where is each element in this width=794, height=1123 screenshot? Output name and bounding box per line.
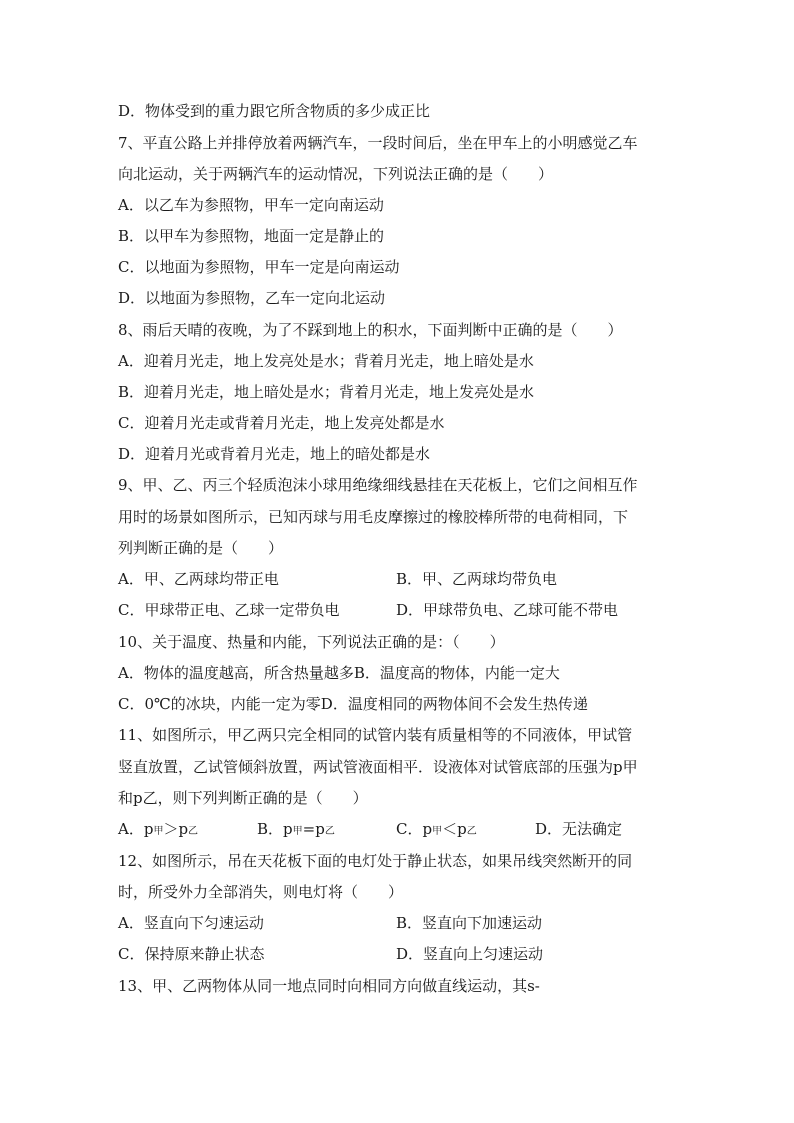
q7-option-a: A．以乙车为参照物，甲车一定向南运动 [118, 196, 384, 214]
q10-options-row-1: A．物体的温度越高，所含热量越多B．温度高的物体，内能一定大 [118, 664, 560, 682]
q11-option-d: D．无法确定 [535, 820, 623, 838]
q8-option-d: D．迎着月光或背着月光走，地上的暗处都是水 [118, 445, 431, 463]
q11-stem-line-2: 竖直放置，乙试管倾斜放置，两试管液面相平．设液体对试管底部的压强为p甲 [118, 758, 638, 776]
q9-option-d: D．甲球带负电、乙球可能不带电 [396, 601, 619, 619]
q12-stem-line-2: 时，所受外力全部消失，则电灯将（ ） [118, 883, 404, 901]
q7-stem-line-2: 向北运动，关于两辆汽车的运动情况，下列说法正确的是（ ） [118, 165, 554, 183]
q7-stem-line-1: 7、平直公路上并排停放着两辆汽车，一段时间后，坐在甲车上的小明感觉乙车 [118, 134, 638, 152]
q10-stem: 10、关于温度、热量和内能，下列说法正确的是：（ ） [118, 633, 505, 651]
q9-option-c: C．甲球带正电、乙球一定带负电 [118, 601, 340, 619]
q12-option-b: B．竖直向下加速运动 [396, 914, 543, 932]
q8-option-b: B．迎着月光走，地上暗处是水；背着月光走，地上发亮处是水 [118, 383, 535, 401]
q9-stem-line-3: 列判断正确的是（ ） [118, 539, 284, 557]
q11-option-c: C．p甲＜p乙 [396, 820, 477, 838]
q9-option-b: B．甲、乙两球均带负电 [396, 570, 558, 588]
q13-stem-line-1: 13、甲、乙两物体从同一地点同时向相同方向做直线运动，其s- [118, 977, 540, 995]
q11-options-row [118, 819, 698, 842]
q12-stem-line-1: 12、如图所示，吊在天花板下面的电灯处于静止状态，如果吊线突然断开的同 [118, 852, 633, 870]
q11-option-b: B．p甲=p乙 [257, 820, 335, 838]
q12-option-d: D．竖直向上匀速运动 [396, 945, 544, 963]
q9-options-row-1 [118, 569, 698, 589]
q12-options-row-2 [118, 944, 698, 964]
q9-option-a: A．甲、乙两球均带正电 [118, 570, 279, 588]
q7-option-d: D．以地面为参照物，乙车一定向北运动 [118, 289, 386, 307]
q10-options-row-2: C．0℃的冰块，内能一定为零D．温度相同的两物体间不会发生热传递 [118, 695, 588, 713]
q8-option-c: C．迎着月光走或背着月光走，地上发亮处都是水 [118, 414, 445, 432]
q11-stem-line-3: 和p乙，则下列判断正确的是（ ） [118, 789, 368, 807]
q7-option-c: C．以地面为参照物，甲车一定是向南运动 [118, 258, 400, 276]
q9-stem-line-1: 9、甲、乙、丙三个轻质泡沫小球用绝缘细线悬挂在天花板上，它们之间相互作 [118, 476, 638, 494]
q6-option-d: D．物体受到的重力跟它所含物质的多少成正比 [118, 102, 431, 120]
q9-options-row-2 [118, 600, 698, 620]
q7-option-b: B．以甲车为参照物，地面一定是静止的 [118, 227, 385, 245]
q8-stem: 8、雨后天晴的夜晚，为了不踩到地上的积水，下面判断中正确的是（ ） [118, 321, 623, 339]
q9-stem-line-2: 用时的场景如图所示，已知丙球与用毛皮摩擦过的橡胶棒所带的电荷相同，下 [118, 508, 629, 526]
q12-option-c: C．保持原来静止状态 [118, 945, 265, 963]
q11-stem-line-1: 11、如图所示，甲乙两只完全相同的试管内装有质量相等的不同液体，甲试管 [118, 726, 633, 744]
q12-options-row-1 [118, 913, 698, 933]
q8-option-a: A．迎着月光走，地上发亮处是水；背着月光走，地上暗处是水 [118, 352, 534, 370]
q11-option-a: A．p甲＞p乙 [118, 820, 199, 838]
q12-option-a: A．竖直向下匀速运动 [118, 914, 264, 932]
